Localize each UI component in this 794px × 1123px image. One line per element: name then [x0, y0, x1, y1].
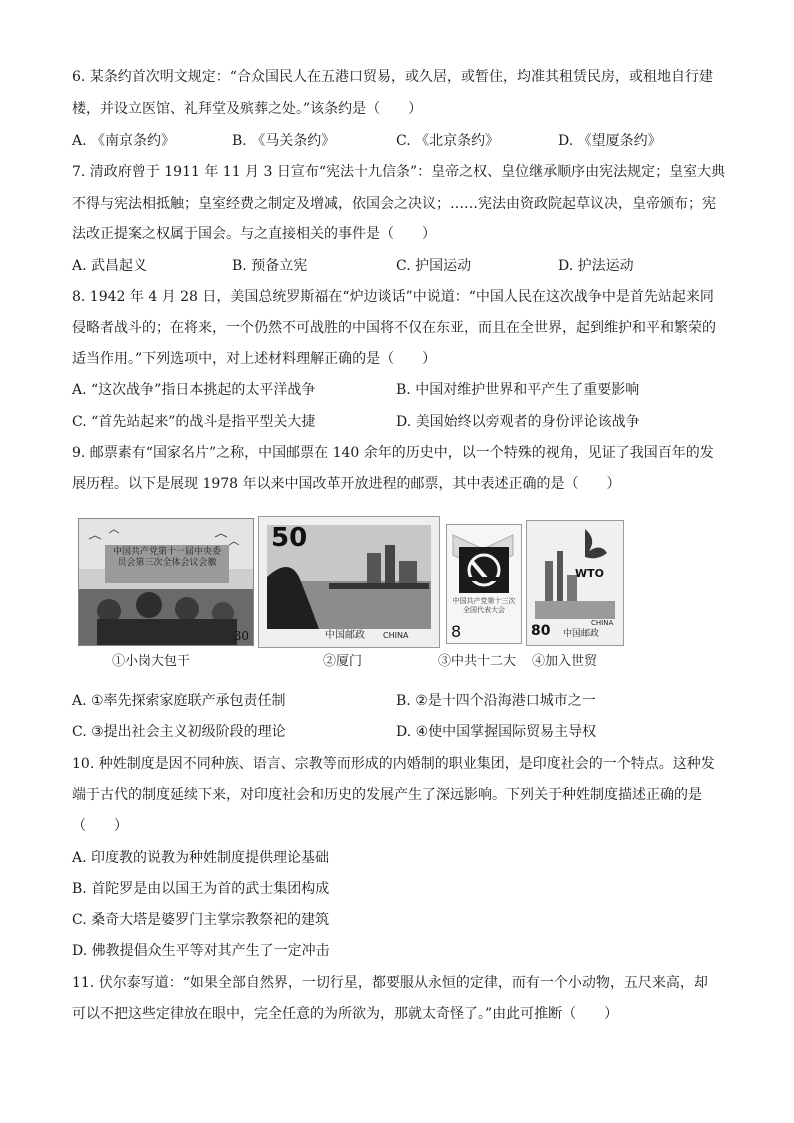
stamp-xiamen-postal: 中国邮政: [325, 630, 365, 641]
stamp-congress-image: [446, 524, 522, 644]
q11-stem-line1: 11. 伏尔泰写道：“如果全部自然界，一切行星，都要服从永恒的定律，而有一个小动物，五尺来高，却: [72, 975, 708, 991]
q6-option-d[interactable]: D. 《望厦条约》: [558, 133, 662, 149]
q10-option-a[interactable]: A. 印度教的说教为种姓制度提供理论基础: [72, 850, 330, 866]
q7-option-a[interactable]: A. 武昌起义: [72, 258, 148, 274]
stamp-xiamen-country: CHINA: [383, 631, 409, 640]
stamp-congress-value: 8: [451, 622, 462, 641]
q8-stem-line2: 侵略者战斗的；在将来，一个仍然不可战胜的中国将不仅在东亚，而且在全世界，起到维护和平和繁荣的: [72, 320, 716, 336]
q10-stem-line2: 端于古代的制度延续下来，对印度社会和历史的发展产生了深远影响。下列关于种姓制度描述正确的是: [72, 787, 702, 803]
q6-option-b[interactable]: B. 《马关条约》: [232, 133, 336, 149]
q8-option-b[interactable]: B. 中国对维护世界和平产生了重要影响: [396, 382, 640, 398]
stamp-congress-text: 中国共产党第十三次全国代表大会: [452, 597, 516, 614]
stamp-caption-1: ①小岗大包干: [112, 654, 191, 669]
q9-option-a[interactable]: A. ①率先探索家庭联产承包责任制: [72, 693, 286, 709]
stamp-caption-3: ③中共十二大: [438, 654, 517, 669]
q6-stem-line1: 6. 某条约首次明文规定：“合众国民人在五港口贸易，或久居，或暂住，均准其租赁民房，或租地自行建: [72, 69, 713, 85]
stamp-caption-4: ④加入世贸: [532, 654, 598, 669]
q7-stem-line1: 7. 清政府曾于 1911 年 11 月 3 日宣布“宪法十九信条”：皇帝之权、皇位继承顺序由宪法规定；皇室大典: [72, 164, 726, 180]
stamp-xiamen-value: 50: [271, 523, 308, 553]
q9-option-c[interactable]: C. ③提出社会主义初级阶段的理论: [72, 724, 286, 740]
stamp-caption-2: ②厦门: [323, 654, 363, 669]
q9-stem-line2: 展历程。以下是展现 1978 年以来中国改革开放进程的邮票，其中表述正确的是（ ）: [72, 476, 621, 492]
q9-option-d[interactable]: D. ④使中国掌握国际贸易主导权: [396, 724, 597, 740]
q8-stem-line1: 8. 1942 年 4 月 28 日，美国总统罗斯福在“炉边谈话”中说道：“中国人民在这次战争中是首先站起来同: [72, 289, 714, 305]
q6-option-a[interactable]: A. 《南京条约》: [72, 133, 176, 149]
stamp-wto-postal: 中国邮政: [563, 629, 600, 639]
q7-option-c[interactable]: C. 护国运动: [396, 258, 472, 274]
stamp-wto-value: 80: [531, 623, 551, 639]
q7-stem-line2: 不得与宪法相抵触；皇室经费之制定及增减，依国会之决议；……宪法由资政院起草议决，皇帝颁布；宪: [72, 196, 716, 212]
q9-stem-line1: 9. 邮票素有“国家名片”之称，中国邮票在 140 余年的历史中，以一个特殊的视角，见证了我国百年的发: [72, 445, 714, 461]
stamp-xiaogang-text: 中国共产党第十一届中央委员会第三次全体会议会徽: [112, 547, 221, 568]
q8-option-a[interactable]: A. “这次战争”指日本挑起的太平洋战争: [72, 382, 316, 398]
q10-stem-line3: （ ）: [72, 818, 128, 834]
stamp-wto-country: CHINA: [591, 619, 614, 627]
stamp-xiaogang-image: [78, 518, 254, 646]
q10-option-d[interactable]: D. 佛教提倡众生平等对其产生了一定冲击: [72, 943, 330, 959]
q9-option-b[interactable]: B. ②是十四个沿海港口城市之一: [396, 693, 596, 709]
q10-stem-line1: 10. 种姓制度是因不同种族、语言、宗教等而形成的内婚制的职业集团，是印度社会的一个特点。这种发: [72, 756, 715, 772]
stamp-wto-label: WTO: [575, 567, 604, 580]
q6-option-c[interactable]: C. 《北京条约》: [396, 133, 500, 149]
q8-stem-line3: 适当作用。”下列选项中，对上述材料理解正确的是（ ）: [72, 351, 437, 367]
q8-option-d[interactable]: D. 美国始终以旁观者的身份评论该战争: [396, 414, 640, 430]
q7-stem-line3: 法改正提案之权属于国会。与之直接相关的事件是（ ）: [72, 226, 436, 242]
stamp-wto-image: [526, 520, 624, 646]
q7-option-b[interactable]: B. 预备立宪: [232, 258, 308, 274]
q10-option-b[interactable]: B. 首陀罗是由以国王为首的武士集团构成: [72, 881, 330, 897]
stamp-xiamen-image: [258, 516, 440, 648]
q10-option-c[interactable]: C. 桑奇大塔是婆罗门主掌宗教祭祀的建筑: [72, 912, 330, 928]
q8-option-c[interactable]: C. “首先站起来”的战斗是指平型关大捷: [72, 414, 316, 430]
stamp-xiaogang-value: 30: [233, 629, 249, 643]
q11-stem-line2: 可以不把这些定律放在眼中，完全任意的为所欲为，那就太奇怪了。”由此可推断（ ）: [72, 1006, 619, 1022]
q7-option-d[interactable]: D. 护法运动: [558, 258, 634, 274]
q6-stem-line2: 楼，并设立医馆、礼拜堂及殡葬之处。”该条约是（ ）: [72, 101, 423, 117]
